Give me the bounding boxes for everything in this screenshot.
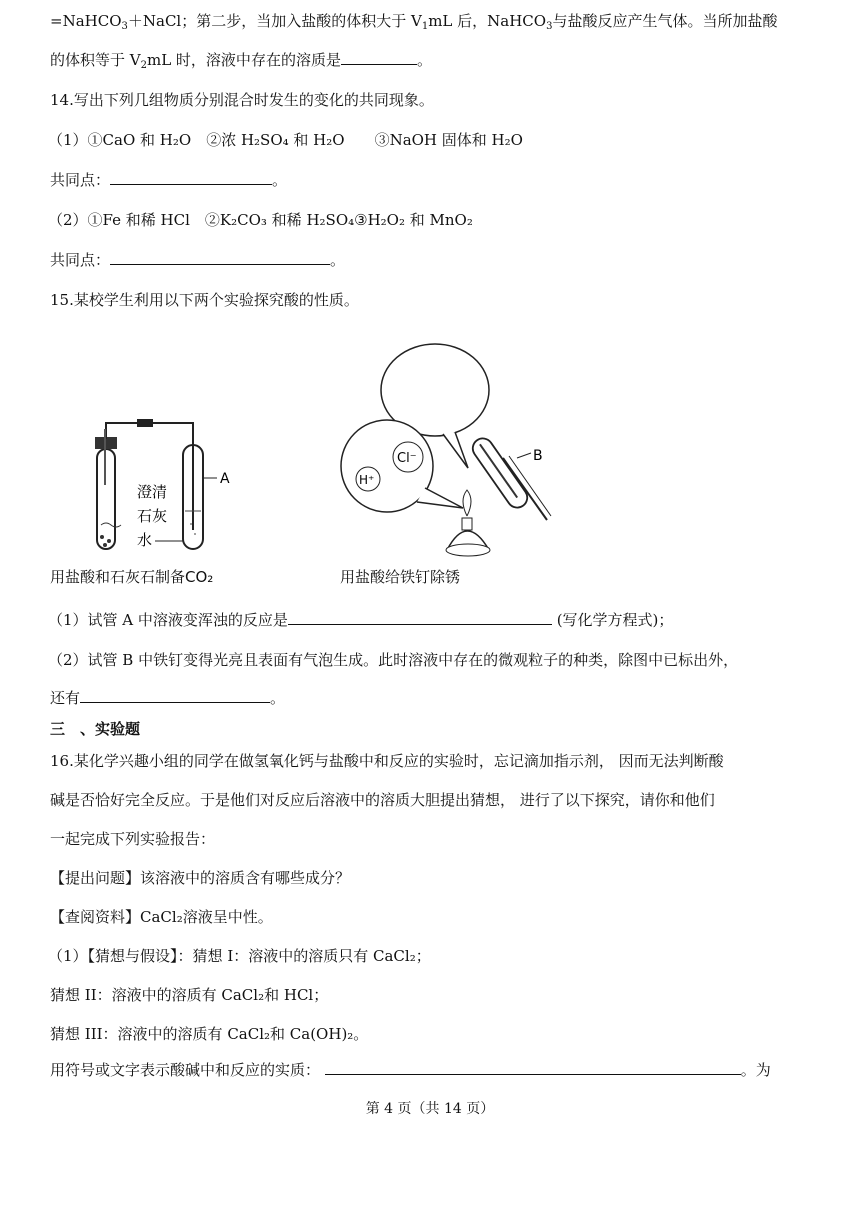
q14-stem: 14.写出下列几组物质分别混合时发生的变化的共同现象。 [50, 91, 434, 109]
limewater-label-1: 澄清 [137, 483, 168, 501]
q15-part-2-cont: 还有 。 [50, 689, 286, 707]
q13-line-1: =NaHCO$_3$＋NaCl；第二步，当加入盐酸的体积大于 $V_1mL$ 后，NaHCO$_3$与盐酸反应产生气体。当所加盐酸 [50, 12, 778, 32]
q16-line-9: 用符号或文字表示酸碱中和反应的实质： 。为 [50, 1061, 771, 1079]
answer-blank[interactable] [80, 688, 270, 703]
page-footer: 第 4 页（共 14 页） [365, 1101, 495, 1117]
q14-common-1: 共同点： 。 [50, 171, 288, 189]
limewater-label-3: 水 [137, 531, 153, 549]
answer-blank[interactable] [288, 610, 552, 625]
q16-line-1: 16.某化学兴趣小组的同学在做氢氧化钙与盐酸中和反应的实验时，忘记滴加指示剂， 因而无法判断酸 [50, 752, 724, 770]
fig-right-caption: 用盐酸给铁钉除锈 [340, 568, 461, 586]
section-heading: 三 、实验题 [50, 720, 141, 738]
fig-left-caption: 用盐酸和石灰石制备CO₂ [50, 568, 214, 586]
q14-common-2: 共同点： 。 [50, 251, 346, 269]
q16-line-8: 猜想 III：溶液中的溶质有 CaCl₂和 Ca(OH)₂。 [50, 1025, 369, 1043]
label-b: B [533, 448, 543, 464]
label-a: A [220, 471, 230, 487]
q14-group-2: （2）①Fe 和稀 HCl ②K₂CO₃ 和稀 H₂SO₄③H₂O₂ 和 MnO₂ [48, 211, 473, 229]
q16-line-3: 一起完成下列实验报告： [50, 830, 216, 848]
q15-stem: 15.某校学生利用以下两个实验探究酸的性质。 [50, 291, 359, 309]
q16-line-7: 猜想 II：溶液中的溶质有 CaCl₂和 HCl； [50, 986, 329, 1004]
q15-part-1: （1）试管 A 中溶液变浑浊的反应是 (写化学方程式)； [48, 611, 674, 629]
q16-line-5: 【查阅资料】CaCl₂溶液呈中性。 [50, 908, 273, 926]
q14-group-1: （1）①CaO 和 H₂O ②浓 H₂SO₄ 和 H₂O ③NaOH 固体和 H₂O [48, 131, 523, 149]
q13-line-2: 的体积等于 $V_2mL$ 时，溶液中存在的溶质是 。 [50, 51, 432, 71]
q15-part-2: （2）试管 B 中铁钉变得光亮且表面有气泡生成。此时溶液中存在的微观粒子的种类，除图中已标出外， [48, 651, 739, 669]
limewater-label-2: 石灰 [137, 507, 168, 525]
q16-line-6: （1）【猜想与假设】：猜想 I：溶液中的溶质只有 CaCl₂； [48, 947, 431, 965]
answer-blank[interactable] [325, 1060, 741, 1075]
rust-removal-figure [335, 338, 560, 566]
hydrogen-ion-label: H⁺ [359, 473, 375, 487]
chloride-ion-label: Cl⁻ [397, 451, 417, 466]
co2-apparatus-figure [45, 415, 255, 565]
q16-line-2: 碱是否恰好完全反应。于是他们对反应后溶液中的溶质大胆提出猜想， 进行了以下探究，请你和他们 [50, 791, 715, 809]
answer-blank[interactable] [110, 170, 272, 185]
answer-blank[interactable] [110, 250, 330, 265]
q16-line-4: 【提出问题】该溶液中的溶质含有哪些成分？ [50, 869, 351, 887]
answer-blank[interactable] [341, 50, 417, 65]
